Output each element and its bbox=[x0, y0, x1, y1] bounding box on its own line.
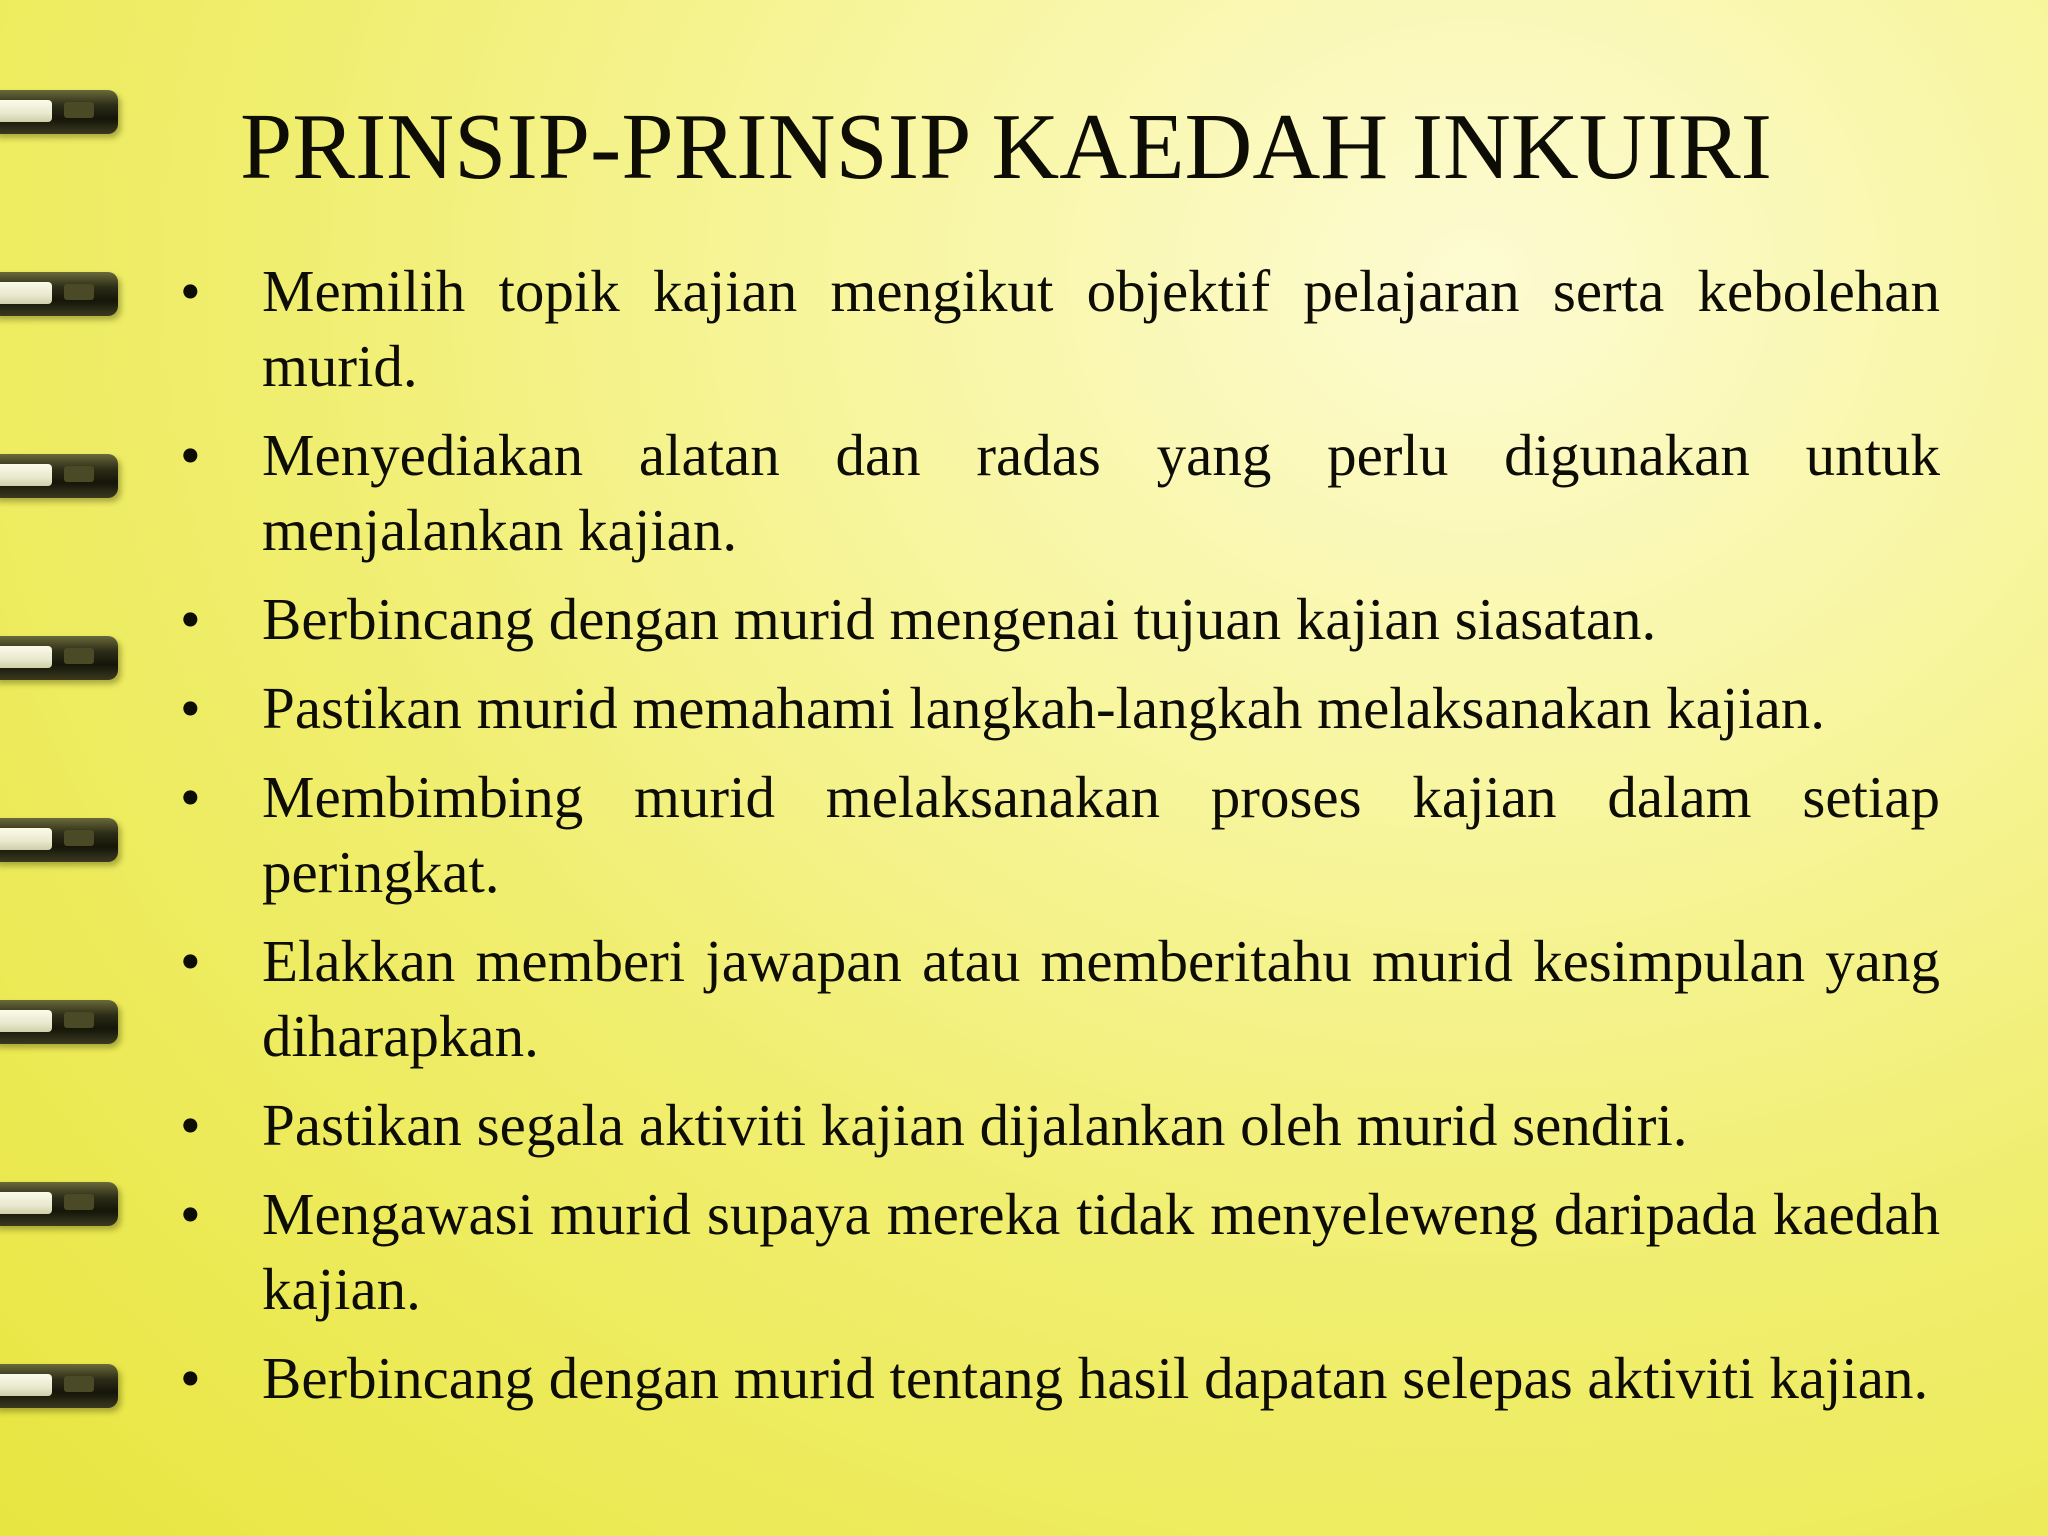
bullet-item bbox=[180, 1088, 1940, 1163]
bullet-text: Elakkan memberi jawapan atau memberitahu murid kesimpulan yang diharapkan. bbox=[262, 928, 1940, 1069]
binding-ring bbox=[0, 818, 118, 862]
bullet-marker: • bbox=[180, 764, 201, 830]
bullet-marker: • bbox=[180, 1092, 201, 1158]
bullet-item bbox=[180, 254, 1940, 404]
bullet-marker: • bbox=[180, 422, 201, 488]
notebook-spiral-binding-icon bbox=[0, 0, 130, 1536]
bullet-text: Pastikan murid memahami langkah-langkah melaksanakan kajian. bbox=[262, 675, 1826, 741]
bullet-marker: • bbox=[180, 1345, 201, 1411]
bullet-marker: • bbox=[180, 586, 201, 652]
bullet-text: Membimbing murid melaksanakan proses kajian dalam setiap peringkat. bbox=[262, 764, 1940, 905]
bullet-text: Memilih topik kajian mengikut objektif pelajaran serta kebolehan murid. bbox=[262, 258, 1940, 399]
bullet-text: Menyediakan alatan dan radas yang perlu digunakan untuk menjalankan kajian. bbox=[262, 422, 1940, 563]
bullet-item bbox=[180, 760, 1940, 910]
bullet-text: Berbincang dengan murid mengenai tujuan kajian siasatan. bbox=[262, 586, 1657, 652]
bullet-marker: • bbox=[180, 1181, 201, 1247]
bullet-text: Mengawasi murid supaya mereka tidak menyeleweng daripada kaedah kajian. bbox=[262, 1181, 1940, 1322]
slide-title: PRINSIP-PRINSIP KAEDAH INKUIRI bbox=[240, 95, 1772, 199]
bullet-marker: • bbox=[180, 258, 201, 324]
bullet-text: Pastikan segala aktiviti kajian dijalankan oleh murid sendiri. bbox=[262, 1092, 1688, 1158]
bullet-item bbox=[180, 582, 1940, 657]
binding-ring bbox=[0, 1364, 118, 1408]
bullet-item bbox=[180, 418, 1940, 568]
bullet-list bbox=[180, 254, 1940, 1430]
binding-ring bbox=[0, 1000, 118, 1044]
bullet-item bbox=[180, 1177, 1940, 1327]
bullet-marker: • bbox=[180, 928, 201, 994]
binding-ring bbox=[0, 636, 118, 680]
binding-ring bbox=[0, 454, 118, 498]
bullet-marker: • bbox=[180, 675, 201, 741]
bullet-item bbox=[180, 1341, 1940, 1416]
binding-ring bbox=[0, 90, 118, 134]
binding-ring bbox=[0, 1182, 118, 1226]
bullet-item bbox=[180, 924, 1940, 1074]
bullet-text: Berbincang dengan murid tentang hasil dapatan selepas aktiviti kajian. bbox=[262, 1345, 1929, 1411]
bullet-item bbox=[180, 671, 1940, 746]
binding-ring bbox=[0, 272, 118, 316]
